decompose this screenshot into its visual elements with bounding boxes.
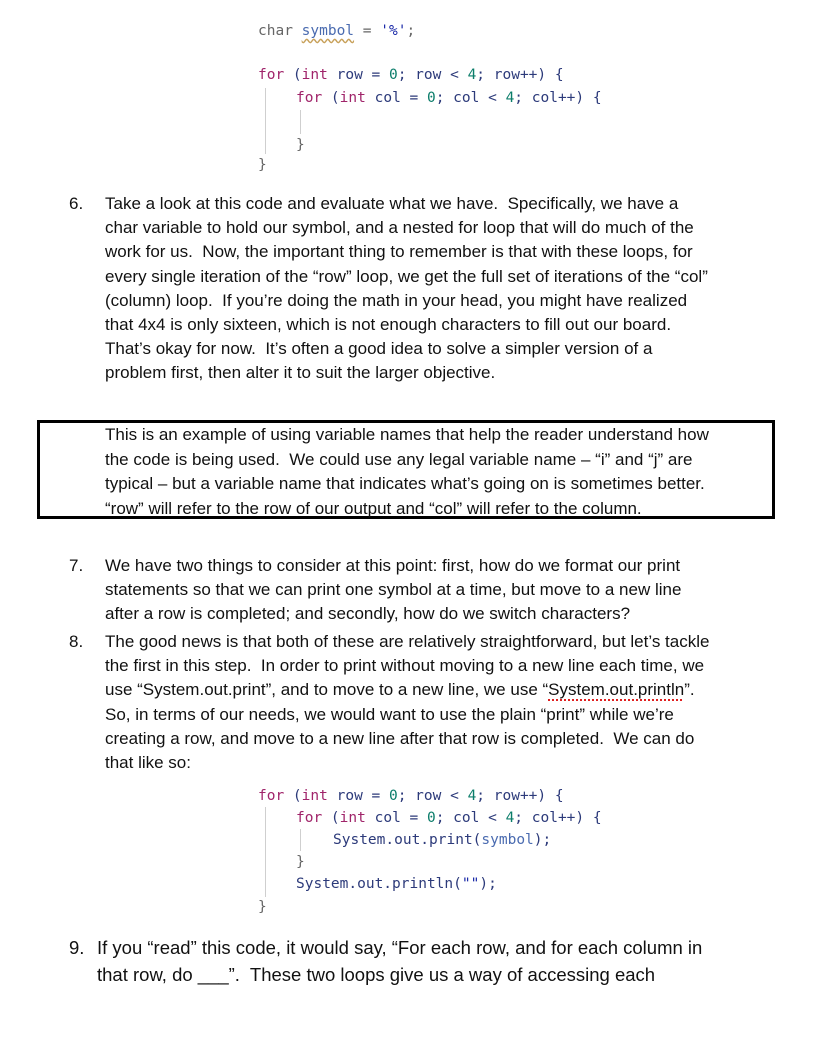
paragraph-line: char variable to hold our symbol, and a nested for loop that will do much of the [105,218,694,238]
code-block-top [258,0,678,180]
paragraph-line: work for us. Now, the important thing to remember is that with these loops, for [105,242,693,262]
paragraph-line: use “System.out.print”, and to move to a new line, we use “System.out.println”. [105,680,695,700]
paragraph-line: The good news is that both of these are relatively straightforward, but let’s tackle [105,632,710,651]
paragraph-line: that row, do ___”. These two loops give us a way of accessing each [97,963,656,985]
indent-guide [300,110,301,134]
note-line: This is an example of using variable names that help the reader understand how [105,425,709,444]
step-8 [0,630,834,780]
note-line: the code is being used. We could use any legal variable name – “i” and “j” are [105,449,693,469]
note-line: typical – but a variable name that indicates what’s going on is sometimes better. [105,474,705,493]
step-number: 8. [69,632,84,651]
code-line-close-outer: } [258,899,267,915]
indent-guide [265,88,266,154]
code-line-for-col: for (int col = 0; col < 4; col++) { [296,90,602,106]
code-line-for-row: for (int row = 0; row < 4; row++) { [258,788,564,804]
step-9 [0,935,834,995]
note-line: “row” will refer to the row of our output and “col” will refer to the column. [105,498,642,518]
step-6 [0,192,834,392]
paragraph-line: If you “read” this code, it would say, “For each row, and for each column in [97,937,703,958]
code-line-for-row: for (int row = 0; row < 4; row++) { [258,67,564,83]
paragraph-line: So, in terms of our needs, we would want to use the plain “print” while we’re [105,704,674,724]
code-line-close-inner: } [296,137,305,153]
paragraph-line: that like so: [105,753,191,772]
code-line-print-symbol: System.out.print(symbol); [333,832,552,848]
step-number: 7. [69,556,84,575]
paragraph-line: (column) loop. If you’re doing the math in your head, you might have realized [105,290,688,310]
step-7 [0,554,834,629]
paragraph-line: that 4x4 is only sixteen, which is not enough characters to fill out our board. [105,315,672,334]
code-block-loops [258,785,678,925]
paragraph-line: after a row is completed; and secondly, how do we switch characters? [105,604,631,624]
code-line-close-outer: } [258,157,267,173]
code-partial-line [448,0,556,10]
paragraph-line: every single iteration of the “row” loop, we get the full set of iterations of the “col” [105,266,708,286]
paragraph-line: We have two things to consider at this point: first, how do we format our print [105,556,681,575]
code-line-println: System.out.println(""); [296,876,497,892]
code-line-close-inner: } [296,854,305,870]
paragraph-line: statements so that we can print one symbol at a time, but move to a new line [105,580,682,600]
step-number: 9. [69,937,85,958]
code-line-char-symbol: char symbol = '%'; [258,23,416,39]
note-text [0,423,834,519]
step-number: 6. [69,194,84,213]
indent-guide [265,807,266,897]
spellcheck-word: System.out.println [548,680,685,700]
paragraph-line: creating a row, and move to a new line after that row is completed. We can do [105,728,695,748]
paragraph-line: the first in this step. In order to print without moving to a new line each time, we [105,656,705,676]
paragraph-line: problem first, then alter it to suit the larger objective. [105,363,496,383]
paragraph-line: That’s okay for now. It’s often a good idea to solve a simpler version of a [105,339,653,359]
paragraph-line: Take a look at this code and evaluate what we have. Specifically, we have a [105,194,679,213]
code-line-for-col: for (int col = 0; col < 4; col++) { [296,810,602,826]
indent-guide [300,829,301,851]
